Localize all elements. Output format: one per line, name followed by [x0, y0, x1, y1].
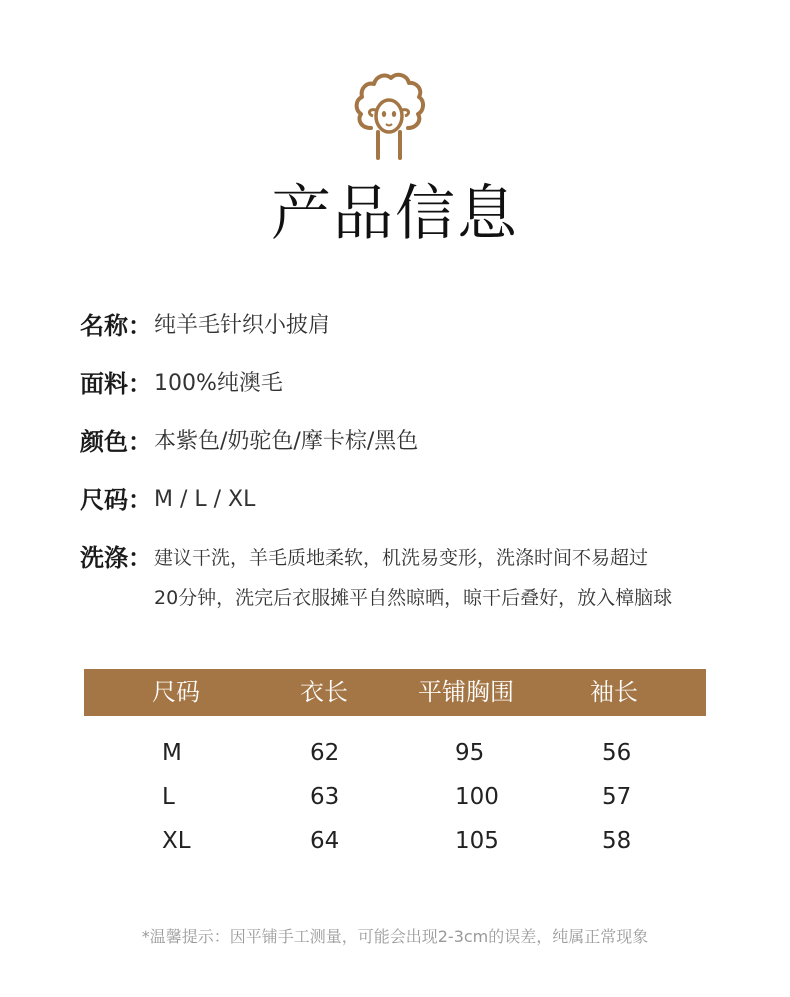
table-header-cell: 袖长: [590, 678, 638, 706]
table-cell: 58: [602, 828, 632, 854]
info-label: 面料：: [80, 370, 152, 398]
table-cell: M: [162, 740, 182, 766]
sheep-icon: [353, 70, 425, 162]
table-cell: 57: [602, 784, 632, 810]
page-title: 产品信息: [271, 179, 519, 249]
table-cell: 56: [602, 740, 632, 766]
table-cell: 62: [310, 740, 340, 766]
info-label: 尺码：: [80, 486, 152, 514]
table-cell: 95: [455, 740, 485, 766]
size-table-header: [84, 669, 706, 716]
info-label: 名称：: [80, 312, 152, 340]
table-cell: 105: [455, 828, 499, 854]
info-label: 洗涤：: [80, 544, 152, 572]
table-header-cell: 尺码: [152, 678, 200, 706]
info-value: 纯羊毛针织小披肩: [154, 313, 331, 338]
info-row-size: [80, 484, 255, 516]
info-label: 颜色：: [80, 428, 152, 456]
table-header-cell: 平铺胸围: [418, 678, 514, 706]
info-row-color: [80, 426, 418, 458]
table-cell: 100: [455, 784, 499, 810]
wash-instructions: [154, 538, 714, 618]
info-value: 100%纯澳毛: [154, 371, 283, 396]
wash-line: 20分钟，洗完后衣服摊平自然晾晒，晾干后叠好，放入樟脑球: [154, 587, 673, 609]
measurement-note: *温馨提示：因平铺手工测量，可能会出现2-3cm的误差，纯属正常现象: [141, 927, 649, 946]
table-cell: L: [162, 784, 175, 810]
table-header-cell: 衣长: [300, 678, 348, 706]
wash-line: 建议干洗，羊毛质地柔软，机洗易变形，洗涤时间不易超过: [154, 547, 649, 569]
info-row-fabric: [80, 368, 283, 400]
info-row-name: [80, 310, 330, 342]
table-cell: 63: [310, 784, 340, 810]
table-cell: 64: [310, 828, 340, 854]
info-value: 本紫色/奶驼色/摩卡棕/黑色: [154, 429, 419, 454]
table-cell: XL: [162, 828, 191, 854]
info-value: M / L / XL: [154, 487, 256, 512]
info-row-wash: [80, 542, 714, 618]
